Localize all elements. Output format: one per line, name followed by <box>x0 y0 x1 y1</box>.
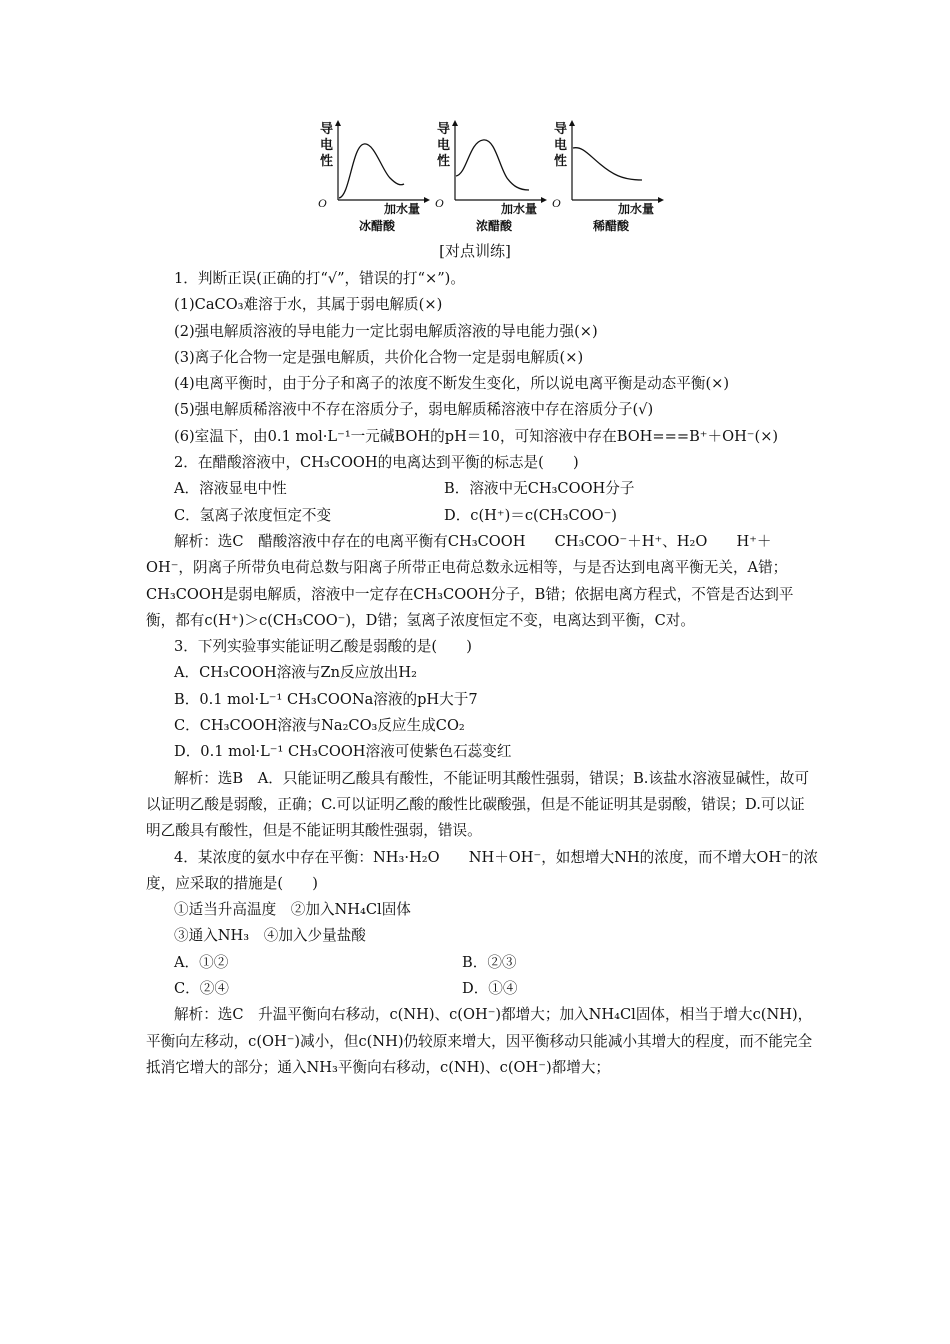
q2-options-row-2 <box>146 503 818 529</box>
q4-measures-1: ①适当升高温度 ②加入NH₄Cl固体 <box>174 901 411 919</box>
q2-options-row-1 <box>146 476 818 502</box>
q4-stem: 4．某浓度的氨水中存在平衡：NH₃·H₂O NH＋OH⁻，如想增大NH的浓度，而不增大OH⁻的浓度，应采取的措施是( ) <box>146 848 819 892</box>
q4-option-b: B．②③ <box>462 953 517 971</box>
origin-label: O <box>552 196 561 210</box>
q3-option-b: B．0.1 mol·L⁻¹ CH₃COONa溶液的pH大于7 <box>174 690 478 708</box>
q3-analysis: 解析：选B A．只能证明乙酸具有酸性，不能证明其酸性强弱，错误；B.该盐水溶液显碱性，故可以证明乙酸是弱酸，正确；C.可以证明乙酸的酸性比碳酸强，但是不能证明其是弱酸，错误；D.可以证明乙酸具有酸性，但是不能证明其酸性强弱，错误。 <box>146 769 809 840</box>
section-title: [对点训练] <box>439 242 511 260</box>
y-axis-label: 导电性 <box>554 122 568 169</box>
figure-dilute-acetic-acid <box>550 118 665 238</box>
figure-caption: 稀醋酸 <box>593 219 630 233</box>
y-axis-label: 导电性 <box>320 122 334 169</box>
q1-item-2: (2)强电解质溶液的导电能力一定比弱电解质溶液的导电能力强(×) <box>174 322 598 340</box>
y-axis-label: 导电性 <box>437 122 451 169</box>
q1-item-5: (5)强电解质稀溶液中不存在溶质分子，弱电解质稀溶液中存在溶质分子(√) <box>174 401 654 419</box>
q3-option-a: A．CH₃COOH溶液与Zn反应放出H₂ <box>174 664 417 682</box>
q4-option-c: C．②④ <box>174 980 229 998</box>
q1-item-6: (6)室温下，由0.1 mol·L⁻¹一元碱BOH的pH＝10，可知溶液中存在BOH===B⁺＋OH⁻(×) <box>174 427 779 445</box>
q1-item-4: (4)电离平衡时，由于分子和离子的浓度不断发生变化，所以说电离平衡是动态平衡(×) <box>174 375 730 393</box>
q4-option-a: A．①② <box>174 953 229 971</box>
q4-options-row-1 <box>146 950 818 976</box>
origin-label: O <box>435 196 444 210</box>
q2-option-b: B．溶液中无CH₃COOH分子 <box>444 480 635 498</box>
q2-analysis: 解析：选C 醋酸溶液中存在的电离平衡有CH₃COOH CH₃COO⁻＋H⁺、H₂O H⁺＋OH⁻，阴离子所带负电荷总数与阳离子所带正电荷总数永远相等，与是否达到电离平衡无关，A错；CH₃COOH是弱电解质，溶液中一定存在CH₃COOH分子，B错；依据电离方程式，不管是否达到平衡，都有c(H⁺)＞c(CH₃COO⁻)，D错；氢离子浓度恒定不变，电离达到平衡，C对。 <box>146 532 794 629</box>
q4-options-row-2 <box>146 976 818 1002</box>
q3-option-c: C．CH₃COOH溶液与Na₂CO₃反应生成CO₂ <box>174 717 465 735</box>
q4-analysis: 解析：选C 升温平衡向右移动，c(NH)、c(OH⁻)都增大；加入NH₄Cl固体，相当于增大c(NH)，平衡向左移动，c(OH⁻)减小，但c(NH)仍较原来增大，因平衡移动只能减小其增大的程度，而不能完全抵消它增大的部分；通入NH₃平衡向右移动，c(NH)、c(OH⁻)都增大； <box>146 1006 813 1076</box>
figure-caption: 浓醋酸 <box>476 219 513 233</box>
figure-caption: 冰醋酸 <box>359 219 396 233</box>
x-axis-label: 加水量 <box>384 202 421 216</box>
q1-item-3: (3)离子化合物一定是强电解质，共价化合物一定是弱电解质(×) <box>174 348 584 366</box>
figure-concentrated-acetic-acid <box>433 118 548 238</box>
x-axis-label: 加水量 <box>501 202 538 216</box>
q4-measures-2: ③通入NH₃ ④加入少量盐酸 <box>174 927 366 945</box>
q2-option-a: A．溶液显电中性 <box>174 480 287 498</box>
q2-option-d: D．c(H⁺)＝c(CH₃COO⁻) <box>444 506 617 524</box>
q3-option-d: D．0.1 mol·L⁻¹ CH₃COOH溶液可使紫色石蕊变红 <box>174 743 512 761</box>
exercise-content <box>146 266 818 1081</box>
q2-option-c: C．氢离子浓度恒定不变 <box>174 506 332 524</box>
q1-item-1: (1)CaCO₃难溶于水，其属于弱电解质(×) <box>174 296 443 314</box>
x-axis-label: 加水量 <box>618 202 655 216</box>
origin-label: O <box>318 196 327 210</box>
figure-glacial-acetic-acid <box>316 118 431 238</box>
q3-stem: 3．下列实验事实能证明乙酸是弱酸的是( ) <box>174 638 472 656</box>
q2-stem: 2．在醋酸溶液中，CH₃COOH的电离达到平衡的标志是( ) <box>174 454 579 472</box>
conductivity-figures <box>316 118 676 238</box>
q1-stem: 1．判断正误(正确的打“√”，错误的打“×”)。 <box>174 270 465 287</box>
q4-option-d: D．①④ <box>462 980 518 998</box>
